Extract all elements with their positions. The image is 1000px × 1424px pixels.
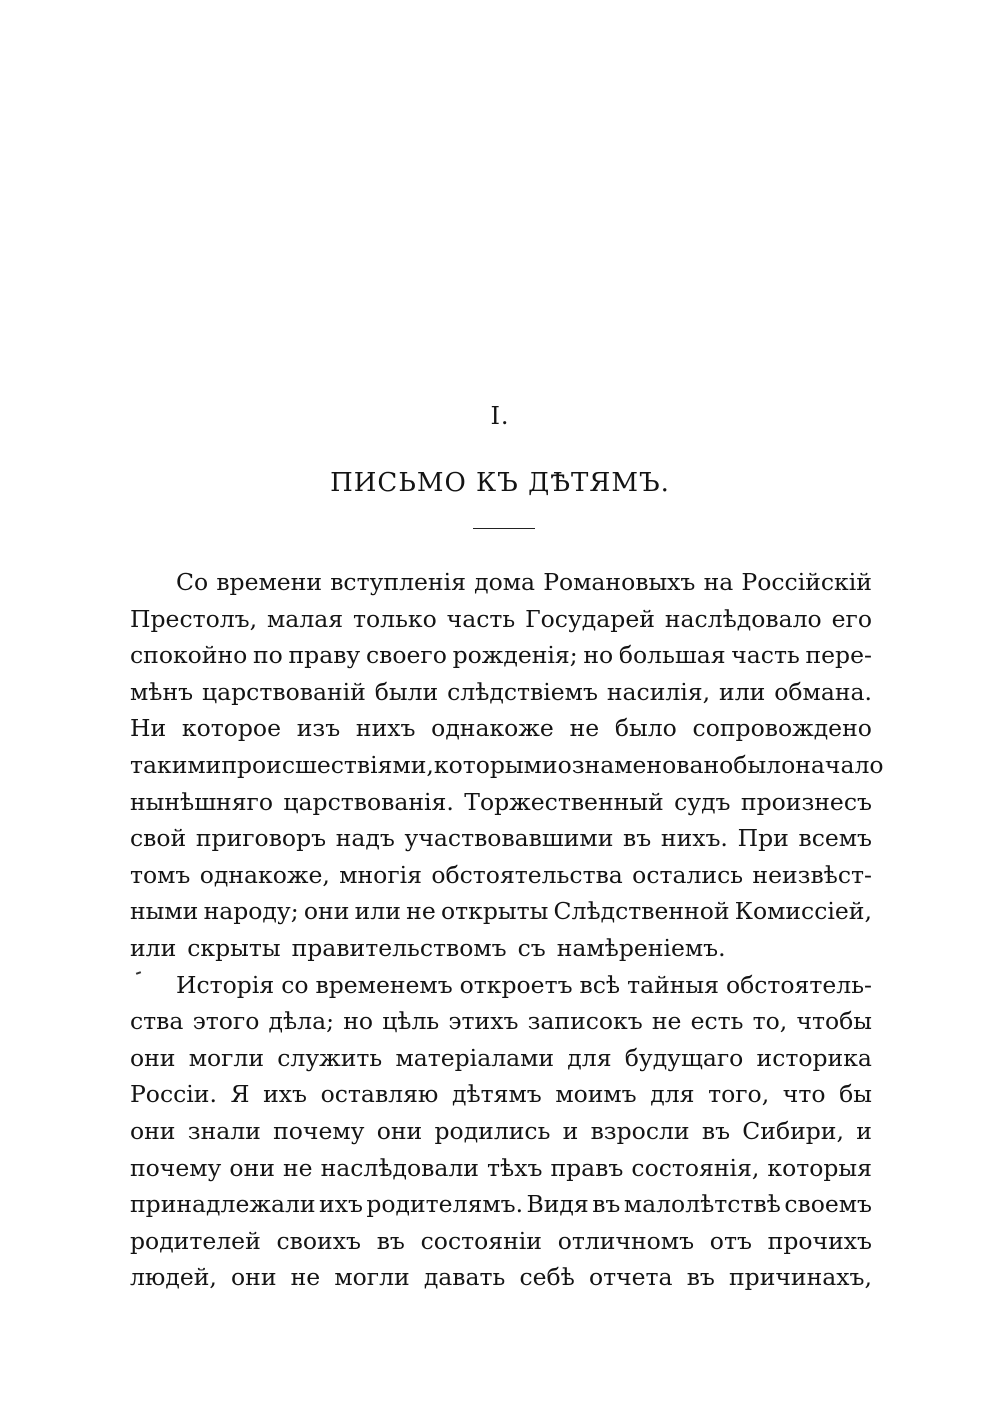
word: обстоятель-	[725, 970, 872, 999]
word: царствованія.	[283, 787, 454, 816]
word: своемъ	[784, 1190, 872, 1219]
text-line	[130, 820, 872, 857]
word: которыми	[433, 750, 558, 779]
word: со	[281, 970, 309, 999]
word: намѣреніемъ.	[556, 933, 726, 962]
text-line	[130, 893, 872, 930]
word: ихъ	[319, 1190, 363, 1219]
word: неизвѣст-	[752, 860, 872, 889]
word: они	[229, 1153, 275, 1182]
word: бы	[839, 1080, 872, 1109]
word: изъ	[296, 714, 341, 743]
word: въ	[376, 1226, 405, 1255]
word: свой	[130, 824, 187, 853]
word: Слѣдственной	[553, 897, 730, 926]
word: слѣдствіемъ	[447, 677, 598, 706]
text-line	[130, 1076, 872, 1113]
word: насилія,	[606, 677, 711, 706]
word: почему	[130, 1153, 222, 1182]
word: всемъ	[798, 824, 872, 853]
word: моимъ	[555, 1080, 637, 1109]
word: ства	[130, 1007, 184, 1036]
word: его	[831, 604, 872, 633]
word: взросли	[590, 1116, 690, 1145]
word: Ни	[130, 714, 167, 743]
word: Романовыхъ	[543, 568, 696, 596]
word: Россіи.	[130, 1080, 217, 1109]
word: что	[782, 1080, 826, 1109]
word: въ	[686, 1263, 715, 1292]
word: себѣ	[519, 1263, 575, 1292]
word: нихъ.	[660, 824, 728, 853]
word: участвовавшими	[404, 824, 614, 853]
word: Престолъ,	[130, 604, 258, 633]
word: наслѣдовали	[320, 1153, 479, 1182]
word: принадлежали	[130, 1190, 316, 1219]
text-line	[130, 1113, 872, 1150]
word: не	[569, 714, 600, 743]
word: обмана.	[774, 677, 872, 706]
word: Государей	[525, 604, 655, 633]
word: историка	[756, 1043, 872, 1072]
text-line	[130, 601, 872, 638]
word: для	[567, 1043, 612, 1072]
word: дѣтямъ	[452, 1080, 542, 1109]
word: Россійскій	[741, 568, 872, 596]
word: обстоятельства	[431, 860, 623, 889]
word: малая	[267, 604, 344, 633]
word: При	[737, 824, 789, 853]
word: томъ	[130, 860, 191, 889]
word: Торжественный	[464, 787, 664, 816]
word: было	[614, 714, 677, 743]
word: праву	[288, 641, 361, 670]
text-line	[130, 674, 872, 711]
word: малолѣтствѣ	[623, 1190, 781, 1219]
word: скрыты	[187, 933, 281, 962]
text-line	[130, 1003, 872, 1040]
word: пере-	[805, 641, 872, 670]
word: остались	[632, 860, 744, 889]
text-line	[130, 930, 872, 967]
word: тѣхъ	[487, 1153, 543, 1182]
word: они	[130, 1116, 176, 1145]
word: прочихъ	[767, 1226, 872, 1255]
word: сопровождено	[692, 714, 872, 743]
word: ными	[130, 897, 199, 926]
word: и	[856, 1116, 872, 1145]
paragraph	[130, 967, 872, 1296]
word: въ	[701, 1116, 731, 1145]
word: дома	[474, 568, 536, 596]
word: вступленія	[330, 568, 466, 596]
word: чтобы	[796, 1007, 872, 1036]
word: такими	[130, 750, 222, 779]
word: всѣ	[579, 970, 621, 999]
text-line	[130, 637, 872, 674]
word: спокойно	[130, 641, 248, 670]
word: для	[650, 1080, 695, 1109]
word: матеріалами	[395, 1043, 555, 1072]
word: временемъ	[315, 970, 453, 999]
word: служить	[277, 1043, 383, 1072]
word: того,	[708, 1080, 770, 1109]
text-line	[130, 967, 872, 1004]
word: правъ	[550, 1153, 624, 1182]
word: дѣла;	[268, 1007, 335, 1036]
text-line	[130, 710, 872, 747]
word: были	[374, 677, 439, 706]
word: тайныя	[627, 970, 719, 999]
word: отчета	[588, 1263, 673, 1292]
word: ихъ	[263, 1080, 308, 1109]
body-text	[130, 564, 884, 1296]
word: часть	[446, 604, 516, 633]
text-line	[130, 1040, 872, 1077]
word: народу;	[203, 897, 299, 926]
title-divider	[473, 528, 535, 529]
word: рожденія;	[452, 641, 578, 670]
word: не	[282, 1153, 313, 1182]
word: ознаменовано	[557, 750, 734, 779]
word: начало	[795, 750, 884, 779]
word: нынѣшняго	[130, 787, 273, 816]
word: или	[719, 677, 766, 706]
word: царствованій	[202, 677, 366, 706]
word: или	[130, 933, 177, 962]
word: Комиссіей,	[734, 897, 872, 926]
text-line	[130, 857, 872, 894]
word: мѣнъ	[130, 677, 194, 706]
word: происшествіями,	[221, 750, 434, 779]
word: родителей	[130, 1226, 261, 1255]
word: Со	[176, 568, 209, 596]
word: знали	[187, 1116, 261, 1145]
text-line	[130, 784, 872, 821]
word: Сибири,	[742, 1116, 844, 1145]
word: только	[353, 604, 437, 633]
word: родителямъ.	[366, 1190, 524, 1219]
word: состояніи	[420, 1226, 542, 1255]
word: этихъ	[448, 1007, 519, 1036]
text-line	[130, 747, 884, 784]
word: нихъ	[355, 714, 416, 743]
word: или	[354, 897, 401, 926]
word: на	[703, 568, 734, 596]
word: то,	[752, 1007, 788, 1036]
word: произнесъ	[740, 787, 872, 816]
text-line	[130, 564, 872, 601]
word: цѣль	[382, 1007, 440, 1036]
word: людей,	[130, 1263, 217, 1292]
word: состоянія,	[631, 1153, 760, 1182]
word: времени	[216, 568, 323, 596]
word: Я	[230, 1080, 250, 1109]
text-line	[130, 1223, 872, 1260]
word: они	[130, 1043, 176, 1072]
word: которое	[181, 714, 281, 743]
word: причинахъ,	[729, 1263, 872, 1292]
word: которыя	[767, 1153, 872, 1182]
word: было	[733, 750, 796, 779]
word: наслѣдовало	[664, 604, 822, 633]
word: откроетъ	[459, 970, 573, 999]
word: судъ	[674, 787, 731, 816]
paragraph	[130, 564, 884, 967]
chapter-number: I.	[490, 402, 510, 430]
word: многія	[339, 860, 422, 889]
word: часть	[731, 641, 800, 670]
word: отъ	[709, 1226, 752, 1255]
word: есть	[690, 1007, 744, 1036]
word: своего	[365, 641, 447, 670]
word: по	[252, 641, 283, 670]
word: могли	[334, 1263, 410, 1292]
chapter-title: ПИСЬМО КЪ ДѢТЯМЪ.	[330, 468, 670, 498]
word: съ	[517, 933, 546, 962]
text-line	[130, 1186, 872, 1223]
word: но	[583, 641, 614, 670]
word: родились	[434, 1116, 551, 1145]
word: Исторія	[176, 970, 275, 999]
word: почему	[273, 1116, 365, 1145]
word: они	[376, 1116, 423, 1145]
word: давать	[423, 1263, 506, 1292]
word: Видя	[526, 1190, 589, 1219]
word: приговоръ	[195, 824, 327, 853]
word: надъ	[335, 824, 395, 853]
word: въ	[592, 1190, 621, 1219]
word: большая	[618, 641, 726, 670]
word: открыты	[440, 897, 549, 926]
word: но	[343, 1007, 374, 1036]
word: не	[651, 1007, 682, 1036]
word: въ	[623, 824, 652, 853]
word: отличномъ	[557, 1226, 695, 1255]
word: не	[406, 897, 436, 926]
word: однакоже,	[199, 860, 330, 889]
word: своихъ	[276, 1226, 361, 1255]
text-line	[130, 1259, 872, 1296]
text-line	[130, 1150, 872, 1187]
word: этого	[192, 1007, 260, 1036]
word: и	[562, 1116, 579, 1145]
word: могли	[188, 1043, 265, 1072]
word: они	[231, 1263, 277, 1292]
word: записокъ	[527, 1007, 643, 1036]
word: однакоже	[431, 714, 554, 743]
word: не	[290, 1263, 321, 1292]
word: они	[303, 897, 350, 926]
word: правительствомъ	[291, 933, 507, 962]
word: будущаго	[624, 1043, 744, 1072]
word: оставляю	[320, 1080, 439, 1109]
